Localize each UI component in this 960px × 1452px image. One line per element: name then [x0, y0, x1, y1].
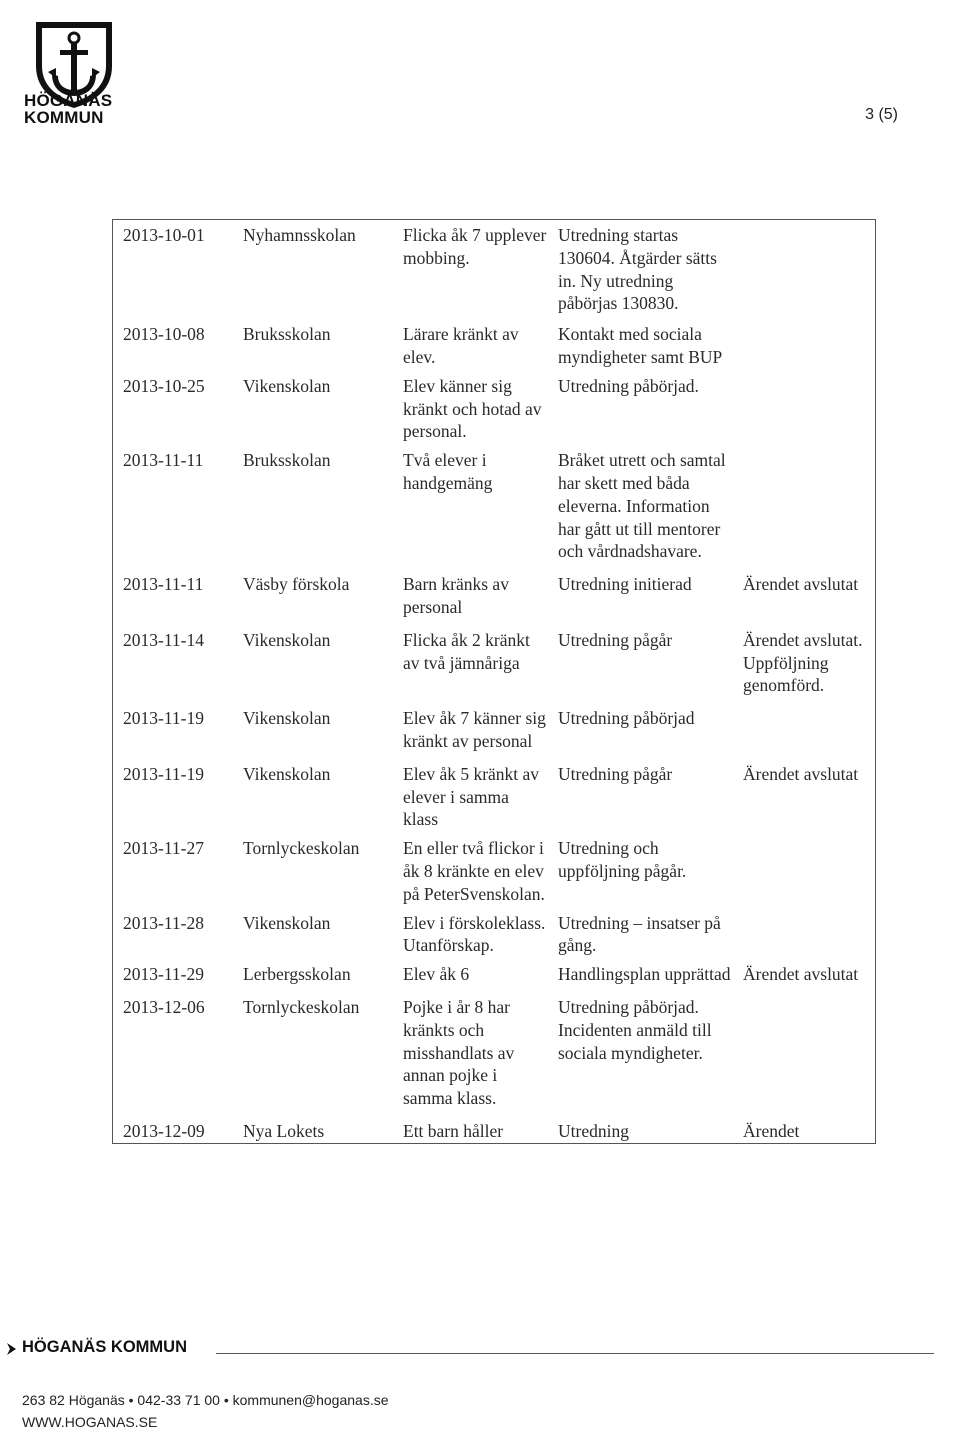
table-row	[113, 373, 876, 447]
footer-address: 263 82 Höganäs • 042-33 71 00 • kommunen@hoganas.se	[22, 1392, 389, 1408]
school-cell: Vikenskolan	[243, 375, 331, 396]
table-row	[113, 447, 876, 571]
date-cell: 2013-11-14	[123, 629, 205, 650]
table-row	[113, 321, 876, 373]
school-cell: Tornlyckeskolan	[243, 838, 360, 859]
table-row	[113, 627, 876, 705]
action-cell: Handlingsplan upprättad	[558, 964, 731, 985]
table-row	[113, 910, 876, 962]
table-row	[113, 705, 876, 761]
footer-website-link[interactable]: WWW.HOGANAS.SE	[22, 1414, 158, 1430]
status-cell	[733, 994, 876, 1118]
status-cell: Ärendet	[743, 1120, 800, 1141]
status-cell	[733, 835, 876, 909]
incident-cell: Elev åk 7 känner sig kränkt av personal	[403, 708, 546, 751]
action-cell: Utredning påbörjad. Incidenten anmäld till sociala myndigheter.	[558, 996, 712, 1063]
footer-divider	[216, 1353, 934, 1354]
action-cell: Utredning påbörjad.	[558, 375, 699, 396]
incident-cell: Elev känner sig kränkt och hotad av personal.	[403, 375, 542, 442]
table-row	[113, 835, 876, 909]
date-cell: 2013-12-09	[123, 1120, 205, 1141]
incident-cell: Elev åk 5 kränkt av elever i samma klass	[403, 763, 540, 830]
action-cell: Utredning	[558, 1120, 629, 1141]
table-row	[113, 1118, 876, 1143]
table-row	[113, 994, 876, 1118]
table-row	[113, 571, 876, 627]
action-cell: Bråket utrett och samtal har skett med båda eleverna. Information har gått ut till mentorer och vårdnadshavare.	[558, 450, 726, 562]
date-cell: 2013-10-25	[123, 375, 205, 396]
status-cell	[733, 910, 876, 962]
date-cell: 2013-11-11	[123, 450, 204, 471]
status-cell: Ärendet avslutat	[743, 964, 859, 985]
incident-cell: Lärare kränkt av elev.	[403, 324, 519, 367]
action-cell: Utredning initierad	[558, 574, 692, 595]
status-cell	[733, 705, 876, 761]
table-row	[113, 761, 876, 835]
logo-text-line2: KOMMUN	[24, 108, 104, 127]
school-cell: Vikenskolan	[243, 629, 331, 650]
status-cell	[733, 321, 876, 373]
incident-cell: Flicka åk 7 upplever mobbing.	[403, 225, 547, 268]
incident-cell: Två elever i handgemäng	[403, 450, 493, 493]
school-cell: Bruksskolan	[243, 450, 331, 471]
date-cell: 2013-10-08	[123, 324, 205, 345]
incident-cell: Elev åk 6	[403, 964, 470, 985]
school-cell: Nya Lokets	[243, 1120, 325, 1141]
date-cell: 2013-11-29	[123, 964, 205, 985]
footer-brand: HÖGANÄS KOMMUN	[22, 1338, 187, 1356]
incident-cell: Barn kränks av personal	[403, 574, 509, 617]
incident-table	[112, 219, 876, 1144]
incident-cell: Pojke i år 8 har kränkts och misshandlats av annan pojke i samma klass.	[403, 996, 515, 1109]
status-cell	[733, 220, 876, 322]
incident-table-body	[113, 220, 876, 1144]
action-cell: Utredning påbörjad	[558, 708, 695, 729]
date-cell: 2013-11-27	[123, 838, 205, 859]
action-cell: Utredning och uppföljning pågår.	[558, 838, 687, 881]
incident-cell: En eller två flickor i åk 8 kränkte en elev på PeterSvenskolan.	[403, 838, 545, 904]
table-row	[113, 220, 876, 322]
incident-table-container	[112, 219, 863, 1144]
action-cell: Utredning startas 130604. Åtgärder sätts in. Ny utredning påbörjas 130830.	[558, 225, 717, 314]
date-cell: 2013-11-19	[123, 708, 205, 729]
action-cell: Utredning – insatser på gång.	[558, 912, 721, 956]
school-cell: Nyhamnsskolan	[243, 225, 356, 245]
school-cell: Vikenskolan	[243, 763, 331, 784]
incident-cell: Elev i förskoleklass. Utanförskap.	[403, 912, 546, 956]
status-cell: Ärendet avslutat	[743, 574, 859, 595]
status-cell: Ärendet avslutat	[743, 763, 859, 784]
incident-cell: Flicka åk 2 kränkt av två jämnåriga	[403, 629, 530, 673]
school-cell: Tornlyckeskolan	[243, 996, 360, 1017]
logo-text-line1: HÖGANÄS	[24, 91, 113, 110]
table-row	[113, 961, 876, 994]
incident-cell: Ett barn håller	[403, 1120, 504, 1141]
status-cell: Ärendet avslutat. Uppföljning genomförd.	[743, 629, 863, 696]
status-cell	[733, 373, 876, 447]
school-cell: Vikenskolan	[243, 912, 331, 933]
school-cell: Vikenskolan	[243, 708, 331, 729]
action-cell: Utredning pågår	[558, 763, 673, 784]
school-cell: Bruksskolan	[243, 324, 331, 345]
page-number: 3 (5)	[865, 106, 898, 123]
arrow-icon	[6, 1342, 18, 1356]
logo-text	[24, 92, 112, 126]
action-cell: Utredning pågår	[558, 629, 673, 650]
date-cell: 2013-12-06	[123, 996, 205, 1017]
date-cell: 2013-11-11	[123, 574, 204, 595]
status-cell	[733, 447, 876, 571]
date-cell: 2013-11-28	[123, 912, 205, 933]
action-cell: Kontakt med sociala myndigheter samt BUP	[558, 324, 723, 367]
date-cell: 2013-10-01	[123, 225, 205, 245]
school-cell: Väsby förskola	[243, 574, 350, 595]
date-cell: 2013-11-19	[123, 763, 205, 784]
school-cell: Lerbergsskolan	[243, 964, 351, 985]
